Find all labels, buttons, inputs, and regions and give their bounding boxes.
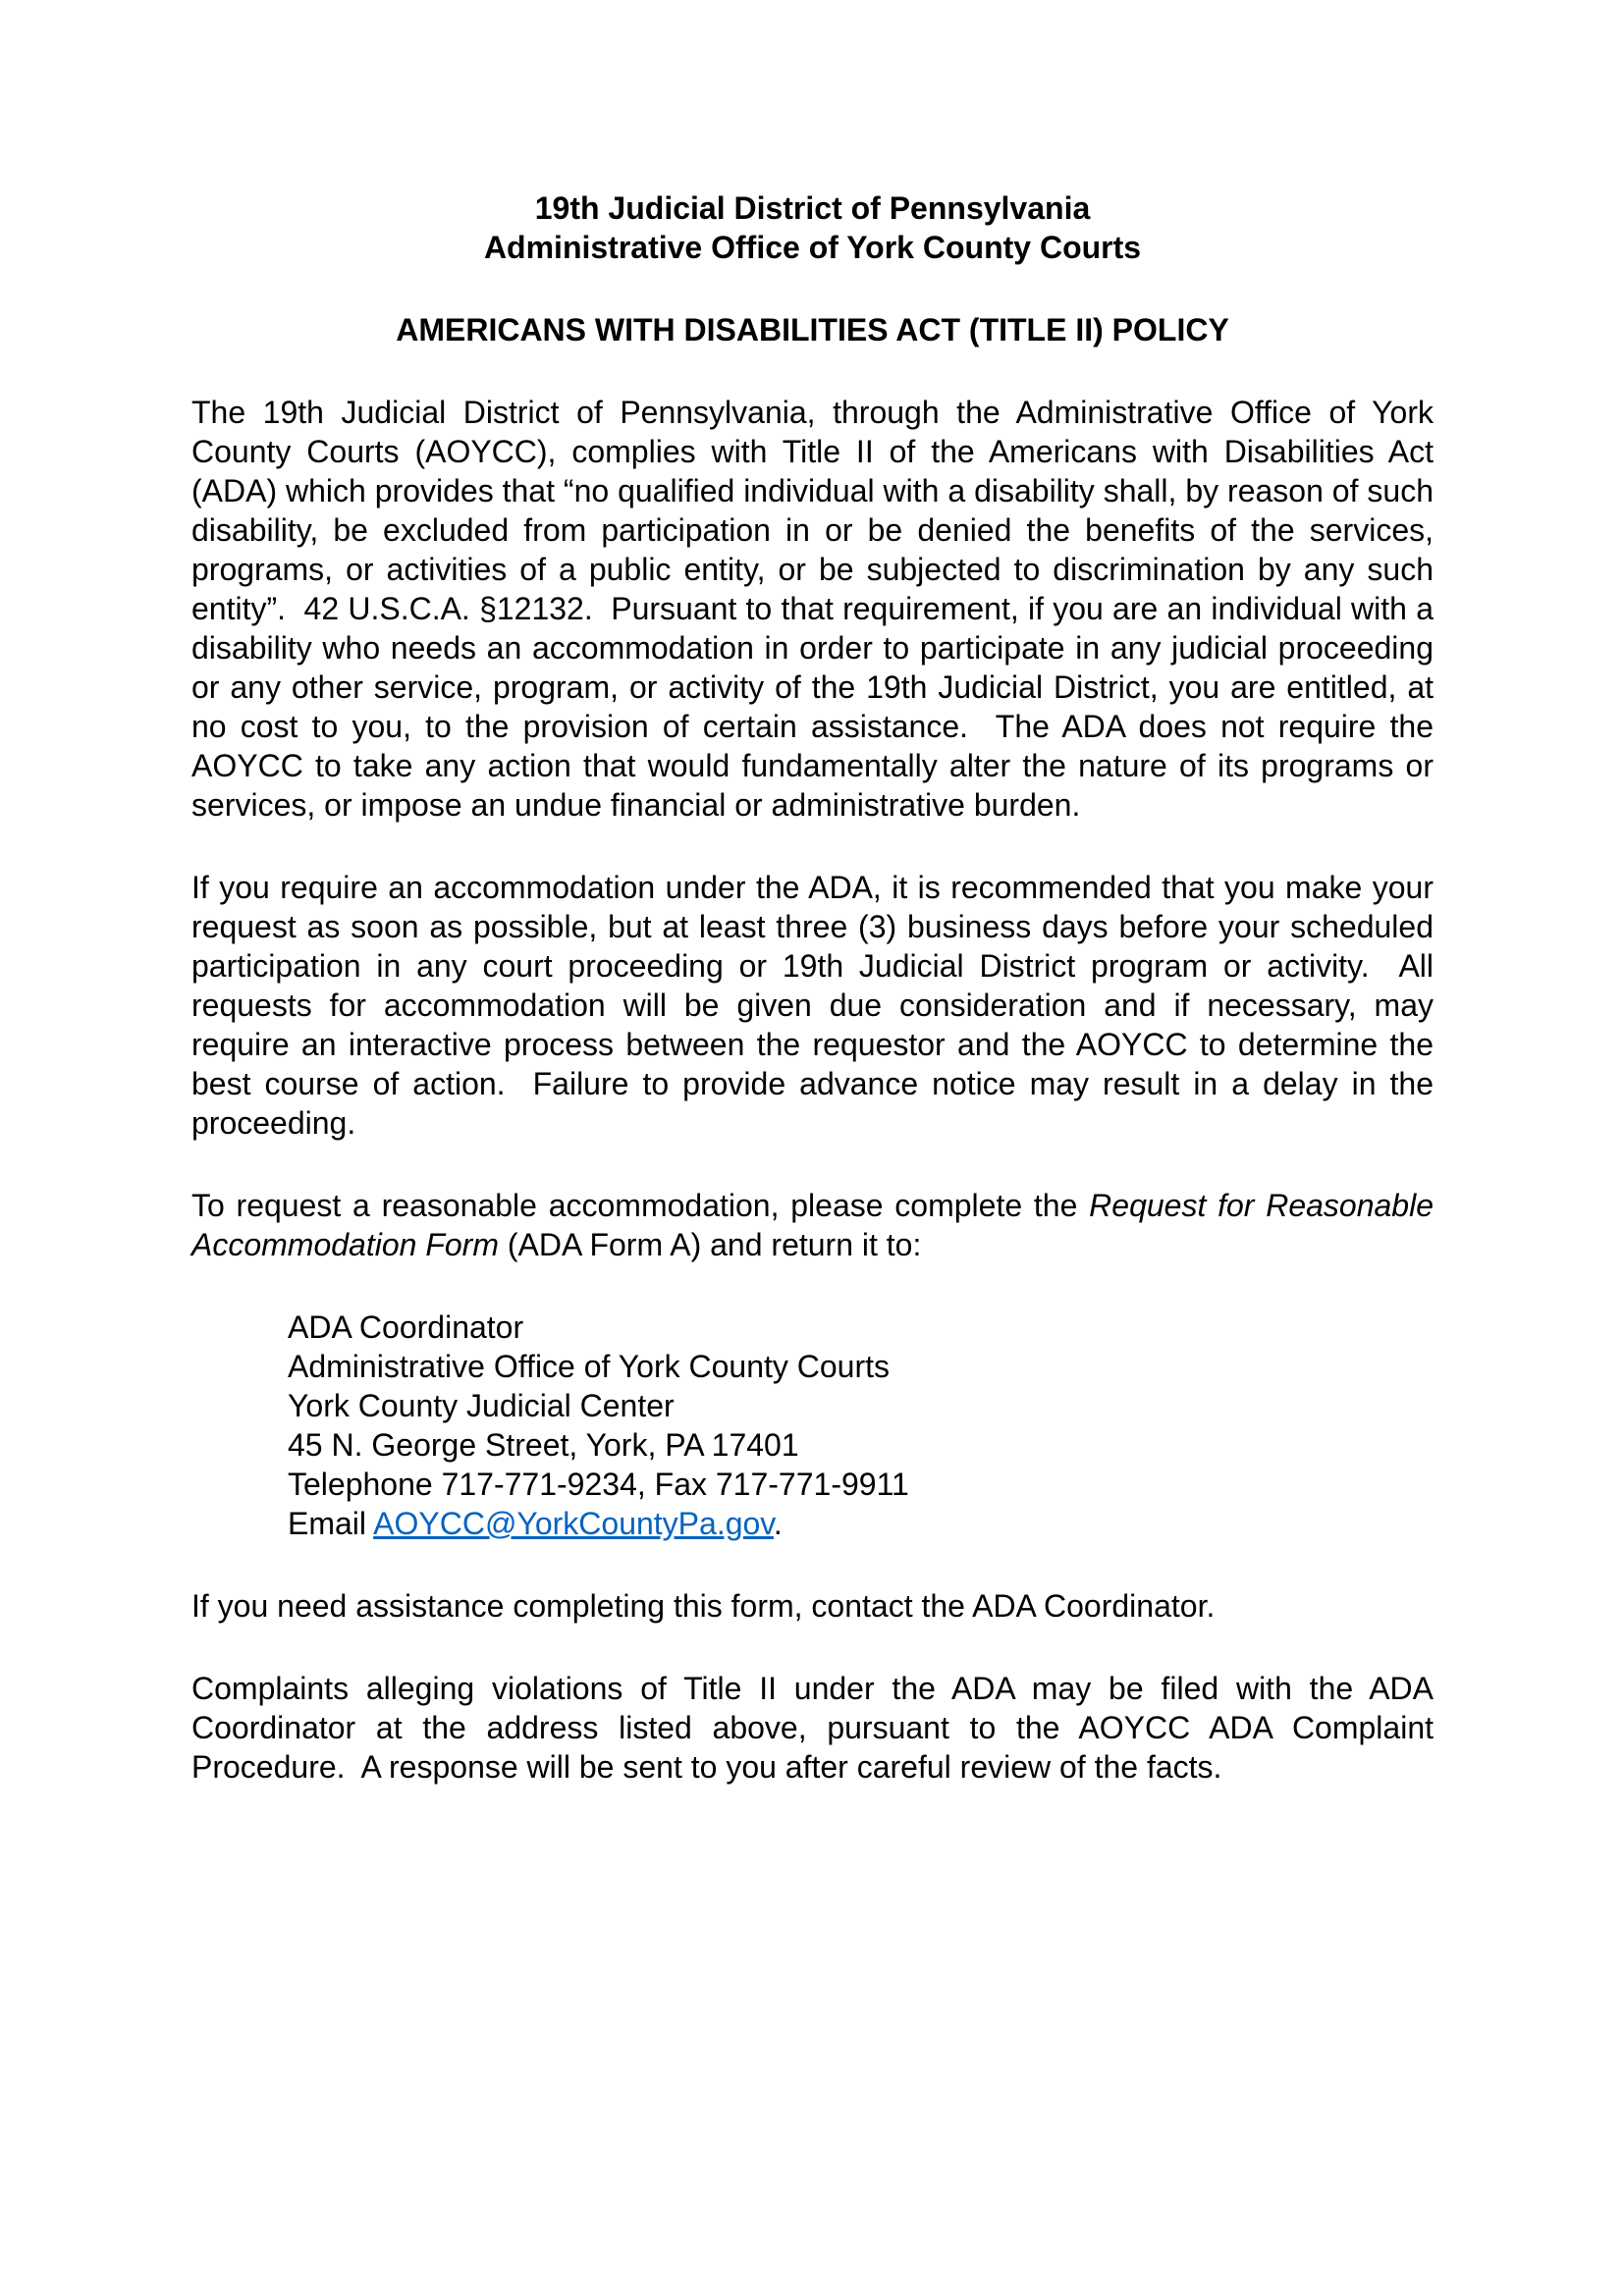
- email-period: .: [773, 1506, 783, 1541]
- paragraph-assistance: If you need assistance completing this form, contact the ADA Coordinator.: [191, 1588, 1216, 1624]
- address-line-street: 45 N. George Street, York, PA 17401: [288, 1427, 799, 1463]
- document-title: AMERICANS WITH DISABILITIES ACT (TITLE II) POLICY: [396, 312, 1229, 347]
- request-form-text-after: (ADA Form A) and return it to:: [498, 1227, 922, 1262]
- address-line-coordinator: ADA Coordinator: [288, 1309, 524, 1345]
- paragraph-complaints: Complaints alleging violations of Title II under the ADA may be filed with the ADA Coordinator at the address listed above, pursuant to the AOYCC ADA Complaint Procedure. A response will be sent to you after careful review of the facts.: [191, 1671, 1442, 1785]
- address-line-building: York County Judicial Center: [288, 1388, 675, 1423]
- email-link[interactable]: AOYCC@YorkCountyPa.gov: [373, 1506, 774, 1541]
- header-line-office: Administrative Office of York County Courts: [483, 230, 1142, 265]
- ada-coordinator-address-block: [288, 1308, 1434, 1543]
- request-form-name-italic: Request for Reasonable Accommodation Form: [191, 1188, 1441, 1262]
- address-line-office: Administrative Office of York County Courts: [288, 1349, 891, 1384]
- paragraph-request-form: [191, 1186, 1441, 1264]
- address-line-phone-fax: Telephone 717-771-9234, Fax 717-771-9911: [288, 1467, 909, 1502]
- request-form-text-before: To request a reasonable accommodation, please complete the: [191, 1188, 1090, 1223]
- address-line-email: [288, 1504, 1434, 1543]
- email-label: Email: [288, 1506, 374, 1541]
- paragraph-ada-policy: The 19th Judicial District of Pennsylvania, through the Administrative Office of York County Courts (AOYCC), complies with Title II of the Americans with Disabilities Act (ADA) which provides that “no qualified individual with a disability shall, by reason of such disability, be excluded from participation in or be denied the benefits of the services, programs, or activities of a public entity, or be subjected to discrimination by any such entity”. 42 U.S.C.A. §12132. Pursuant to that requirement, if you are an individual with a disability who needs an accommodation in order to participate in any judicial proceeding or any other service, program, or activity of the 19th Judicial District, you are entitled, at no cost to you, to the provision of certain assistance. The ADA does not require the AOYCC to take any action that would fundamentally alter the nature of its programs or services, or impose an undue financial or administrative burden.: [191, 395, 1442, 823]
- paragraph-request-timing: If you require an accommodation under the ADA, it is recommended that you make your request as soon as possible, but at least three (3) business days before your scheduled participation in any court proceeding or 19th Judicial District program or activity. All requests for accommodation will be given due consideration and if necessary, may require an interactive process between the requestor and the AOYCC to determine the best course of action. Failure to provide advance notice may result in a delay in the proceeding.: [191, 870, 1442, 1141]
- header-line-district: 19th Judicial District of Pennsylvania: [534, 190, 1091, 226]
